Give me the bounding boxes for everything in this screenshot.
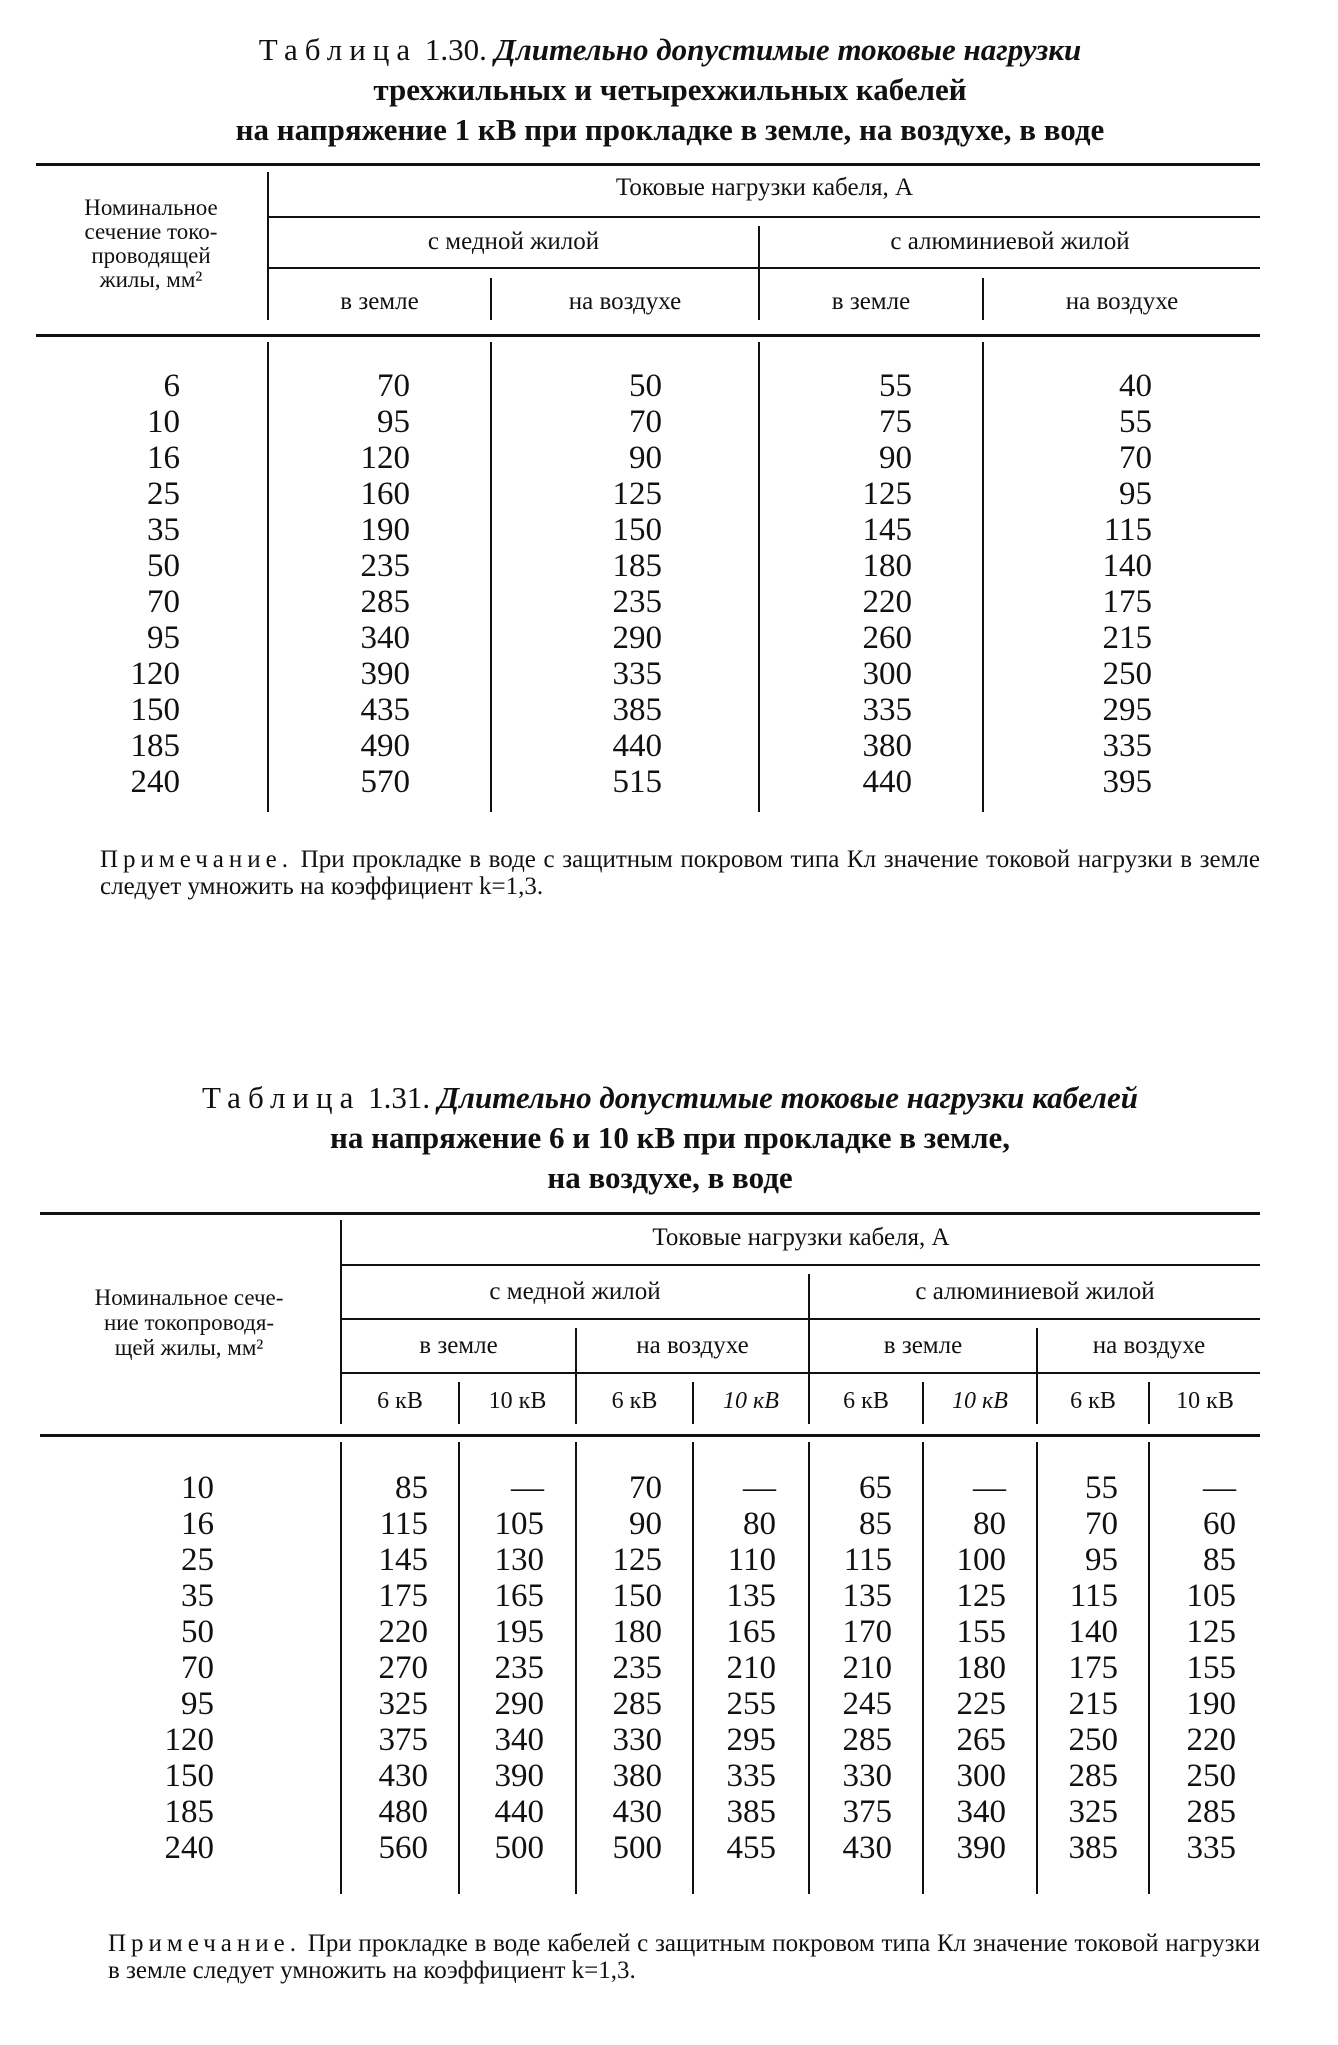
- table2-cell: 35: [181, 1578, 214, 1614]
- table1-cell: 90: [879, 440, 912, 476]
- table2-body-divider: [1148, 1442, 1150, 1894]
- table2-cell: 55: [1085, 1470, 1118, 1506]
- table2-col-copper-ground-10kv: [468, 1470, 544, 1866]
- table2-cell: 105: [494, 1506, 544, 1542]
- table2-ground-header: в земле: [883, 1332, 963, 1359]
- table2-cell: —: [973, 1470, 1006, 1506]
- table2-cell: 130: [494, 1542, 544, 1578]
- table1-cell: 125: [862, 476, 912, 512]
- table2-cell: 210: [842, 1650, 892, 1686]
- table2-body-divider: [1036, 1442, 1038, 1894]
- table2-col-aluminum-air-6kv: [1042, 1470, 1118, 1866]
- table2-cell: 80: [973, 1506, 1006, 1542]
- table1-cell: 50: [629, 368, 662, 404]
- table2-cell: 440: [494, 1794, 544, 1830]
- table2-cell: 235: [612, 1650, 662, 1686]
- table2-note-label: Примечание.: [108, 1930, 302, 1957]
- table2-cell: 100: [956, 1542, 1006, 1578]
- table2-cell: 295: [726, 1722, 776, 1758]
- table1-ground-header: в земле: [340, 288, 419, 315]
- table1-cell: 6: [163, 368, 180, 404]
- table2-cell: 270: [378, 1650, 428, 1686]
- table2-cell: 180: [612, 1614, 662, 1650]
- table2-cell: 95: [1085, 1542, 1118, 1578]
- table2-note: [108, 1930, 1260, 1984]
- table2-cell: 340: [494, 1722, 544, 1758]
- table1-caption-number: 1.30.: [424, 32, 487, 67]
- table2-cell: 330: [842, 1758, 892, 1794]
- table1-body-divider: [267, 342, 269, 812]
- table2-voltage-header: 10 кВ: [1176, 1388, 1234, 1414]
- table2-cell: 240: [164, 1830, 214, 1866]
- table2-col-copper-air-6kv: [584, 1470, 662, 1866]
- table2-cell: 285: [1186, 1794, 1236, 1830]
- table2-cell: 220: [378, 1614, 428, 1650]
- table1-col-aluminum-ground: [822, 368, 912, 800]
- table1-cell: 150: [612, 512, 662, 548]
- table1-cell: 180: [862, 548, 912, 584]
- table2-cell: 430: [842, 1830, 892, 1866]
- table1-col-section: [100, 368, 180, 800]
- table1-col-copper-air: [570, 368, 662, 800]
- table2-cell: 430: [612, 1794, 662, 1830]
- table1-cell: 55: [879, 368, 912, 404]
- table2-cell: 265: [956, 1722, 1006, 1758]
- table1-cell: 395: [1102, 764, 1152, 800]
- table1-cell: 380: [862, 728, 912, 764]
- table2-cell: 245: [842, 1686, 892, 1722]
- table2-cell: 390: [494, 1758, 544, 1794]
- table2-cell: 455: [726, 1830, 776, 1866]
- table1-section-header: Номинальное сечение токо- проводящей жилы, мм²: [84, 195, 218, 292]
- table2-cell: 335: [726, 1758, 776, 1794]
- table1-cell: 140: [1102, 548, 1152, 584]
- table2-body-divider: [692, 1442, 694, 1894]
- table2-cell: 145: [378, 1542, 428, 1578]
- table2-cell: 250: [1186, 1758, 1236, 1794]
- table1-cell: 70: [1119, 440, 1152, 476]
- table2-cell: 60: [1203, 1506, 1236, 1542]
- table1-cell: 250: [1102, 656, 1152, 692]
- table2-cell: 150: [164, 1758, 214, 1794]
- table2-note-text: При прокладке в воде кабелей с защитным покровом типа Кл значение токовой нагрузки в земле следует умножить на коэффициент k=1,3.: [108, 1930, 1261, 1984]
- table2-cell: 120: [164, 1722, 214, 1758]
- table2-cell: 140: [1068, 1614, 1118, 1650]
- table1-body-divider: [490, 342, 492, 812]
- table2-cell: 16: [181, 1506, 214, 1542]
- table1-cell: 300: [862, 656, 912, 692]
- table1-cell: 75: [879, 404, 912, 440]
- table2-cell: 285: [612, 1686, 662, 1722]
- table1-caption-title: Длительно допустимые токовые нагрузки: [494, 32, 1082, 67]
- table2-cell: 175: [1068, 1650, 1118, 1686]
- table1-header-rule: [36, 334, 1260, 337]
- table2-cell: 220: [1186, 1722, 1236, 1758]
- table2-cell: 300: [956, 1758, 1006, 1794]
- table2-cell: —: [1203, 1470, 1236, 1506]
- table2-cell: 180: [956, 1650, 1006, 1686]
- table2-cell: 165: [726, 1614, 776, 1650]
- table2-cell: 155: [1186, 1650, 1236, 1686]
- table1-cell: 115: [1103, 512, 1152, 548]
- table2-body-divider: [922, 1442, 924, 1894]
- table2-cell: 135: [842, 1578, 892, 1614]
- table2-voltage-header: 6 кВ: [377, 1388, 423, 1414]
- table2-cell: 385: [1068, 1830, 1118, 1866]
- table2-cell: 105: [1186, 1578, 1236, 1614]
- table2-body-divider: [575, 1442, 577, 1894]
- table2-cell: 480: [378, 1794, 428, 1830]
- table1-caption: [40, 30, 1300, 150]
- table1-cell: 70: [147, 584, 180, 620]
- table2-cell: —: [511, 1470, 544, 1506]
- table2-caption-title: Длительно допустимые токовые нагрузки кабелей: [437, 1080, 1138, 1115]
- table2-top-rule: [40, 1212, 1260, 1215]
- table1-cell: 55: [1119, 404, 1152, 440]
- table2-cell: 375: [842, 1794, 892, 1830]
- table2-header-divider: [342, 1318, 1260, 1320]
- table2-body-divider: [808, 1442, 810, 1894]
- table2-cell: 125: [1186, 1614, 1236, 1650]
- table1-cell: 90: [629, 440, 662, 476]
- table1-cell: 335: [612, 656, 662, 692]
- table1-cell: 120: [130, 656, 180, 692]
- table2-cell: 150: [612, 1578, 662, 1614]
- table1-cell: 235: [612, 584, 662, 620]
- table2-cell: 90: [629, 1506, 662, 1542]
- table1-cell: 440: [612, 728, 662, 764]
- table2-current-header: Токовые нагрузки кабеля, А: [652, 1224, 950, 1251]
- table2-aluminum-header: с алюминиевой жилой: [915, 1278, 1155, 1305]
- table2-cell: 210: [726, 1650, 776, 1686]
- table1-cell: 40: [1119, 368, 1152, 404]
- table2-body-divider: [340, 1442, 342, 1894]
- table1-body-divider: [982, 342, 984, 812]
- table2-cell: 185: [164, 1794, 214, 1830]
- table1-cell: 240: [130, 764, 180, 800]
- table1-current-header: Токовые нагрузки кабеля, А: [615, 174, 914, 201]
- table2-ground-header: в земле: [419, 1332, 498, 1359]
- table2-cell: 385: [726, 1794, 776, 1830]
- table2-air-header: на воздухе: [1092, 1332, 1206, 1359]
- table2-col-copper-ground-6kv: [350, 1470, 428, 1866]
- table2-cell: 70: [629, 1470, 662, 1506]
- table1-note: [100, 846, 1260, 900]
- table2-cell: 50: [181, 1614, 214, 1650]
- table2-cell: 375: [378, 1722, 428, 1758]
- table1-copper-header: с медной жилой: [427, 228, 600, 255]
- table2-cell: 65: [859, 1470, 892, 1506]
- table1-note-text: При прокладке в воде с защитным покровом типа Кл значение токовой нагрузки в земле следует умножить на коэффициент k=1,3.: [100, 846, 1261, 900]
- table2-cell: 325: [378, 1686, 428, 1722]
- table2-cell: 325: [1068, 1794, 1118, 1830]
- table1-cell: 435: [360, 692, 410, 728]
- table1-cell: 215: [1102, 620, 1152, 656]
- table2-voltage-header: 10 кВ: [723, 1388, 779, 1414]
- table2-caption-line2: на напряжение 6 и 10 кВ при прокладке в земле,: [330, 1120, 1010, 1155]
- table2-cell: 225: [956, 1686, 1006, 1722]
- table2-col-section: [130, 1470, 214, 1866]
- table2-header-divider: [342, 1372, 1260, 1374]
- table2-cell: 255: [726, 1686, 776, 1722]
- table1-cell: 235: [360, 548, 410, 584]
- table2-cell: 115: [1069, 1578, 1118, 1614]
- table1-cell: 285: [360, 584, 410, 620]
- table1-cell: 10: [147, 404, 180, 440]
- table1-cell: 220: [862, 584, 912, 620]
- table2-cell: 80: [743, 1506, 776, 1542]
- table1-ground-header: в земле: [831, 288, 911, 315]
- table2-voltage-header: 10 кВ: [488, 1388, 547, 1414]
- table1-cell: 385: [612, 692, 662, 728]
- table1-cell: 95: [1119, 476, 1152, 512]
- table1-cell: 185: [612, 548, 662, 584]
- table2-voltage-header: 6 кВ: [611, 1388, 658, 1414]
- table2-cell: 215: [1068, 1686, 1118, 1722]
- table2-cell: 500: [612, 1830, 662, 1866]
- table1-header-divider: [269, 216, 1260, 218]
- table2-cell: 430: [378, 1758, 428, 1794]
- table2-cell: 165: [494, 1578, 544, 1614]
- table2-voltage-header: 10 кВ: [952, 1388, 1008, 1414]
- table1-cell: 490: [360, 728, 410, 764]
- table1-cell: 175: [1102, 584, 1152, 620]
- table2-cell: 285: [1068, 1758, 1118, 1794]
- table1-cell: 160: [360, 476, 410, 512]
- table1-note-label: Примечание.: [100, 846, 294, 873]
- table1-air-header: на воздухе: [568, 288, 682, 315]
- table2-caption-number: 1.31.: [368, 1080, 431, 1115]
- table1-cell: 95: [377, 404, 410, 440]
- table2-cell: 115: [379, 1506, 428, 1542]
- table1-col-copper-ground: [320, 368, 410, 800]
- table2-cell: 330: [612, 1722, 662, 1758]
- table2-voltage-header: 6 кВ: [843, 1388, 889, 1414]
- table2-section-header: Номинальное сече- ние токопроводя- щей жилы, мм²: [94, 1285, 284, 1360]
- table1-caption-label: Таблица: [258, 32, 418, 67]
- table2-cell: 500: [494, 1830, 544, 1866]
- table1-aluminum-header: с алюминиевой жилой: [890, 228, 1130, 255]
- table1-top-rule: [36, 163, 1260, 166]
- table2-cell: 125: [612, 1542, 662, 1578]
- table1-cell: 190: [360, 512, 410, 548]
- table2-voltage-header: 6 кВ: [1070, 1388, 1116, 1414]
- table2-col-copper-air-10kv: [700, 1470, 776, 1866]
- table2-body-divider: [458, 1442, 460, 1894]
- table1-cell: 260: [862, 620, 912, 656]
- table1-cell: 335: [862, 692, 912, 728]
- table1-cell: 50: [147, 548, 180, 584]
- table2-cell: 175: [378, 1578, 428, 1614]
- table2-header-divider: [342, 1264, 1260, 1266]
- table2-cell: 195: [494, 1614, 544, 1650]
- table2-cell: 70: [181, 1650, 214, 1686]
- table1-caption-line2: трехжильных и четырехжильных кабелей: [373, 72, 967, 107]
- table1-cell: 290: [612, 620, 662, 656]
- table2-air-header: на воздухе: [636, 1332, 749, 1359]
- table1-cell: 125: [612, 476, 662, 512]
- table1-cell: 145: [862, 512, 912, 548]
- table2-col-aluminum-air-10kv: [1160, 1470, 1236, 1866]
- table2-cell: 560: [378, 1830, 428, 1866]
- table1-cell: 295: [1102, 692, 1152, 728]
- table2-cell: 85: [859, 1506, 892, 1542]
- table1-cell: 16: [147, 440, 180, 476]
- table2-cell: 10: [181, 1470, 214, 1506]
- table2-cell: 110: [727, 1542, 776, 1578]
- table2-cell: 85: [1203, 1542, 1236, 1578]
- table2-cell: 170: [842, 1614, 892, 1650]
- table1-caption-line3: на напряжение 1 кВ при прокладке в земле, на воздухе, в воде: [235, 112, 1105, 147]
- table1-cell: 185: [130, 728, 180, 764]
- table1-cell: 150: [130, 692, 180, 728]
- table2-cell: 115: [843, 1542, 892, 1578]
- table2-cell: 85: [395, 1470, 428, 1506]
- table2-cell: 155: [956, 1614, 1006, 1650]
- table1-col-aluminum-air: [1060, 368, 1152, 800]
- table2-cell: 95: [181, 1686, 214, 1722]
- table2-cell: 290: [494, 1686, 544, 1722]
- table2-cell: 380: [612, 1758, 662, 1794]
- table2-col-aluminum-ground-6kv: [816, 1470, 892, 1866]
- table1-cell: 515: [612, 764, 662, 800]
- table2-cell: 135: [726, 1578, 776, 1614]
- table1-cell: 95: [147, 620, 180, 656]
- table2-copper-header: с медной жилой: [489, 1278, 661, 1305]
- table1-header-divider: [269, 267, 1260, 269]
- table1-cell: 390: [360, 656, 410, 692]
- table1-cell: 120: [360, 440, 410, 476]
- table2-col-aluminum-ground-10kv: [930, 1470, 1006, 1866]
- table2-caption-label: Таблица: [202, 1080, 361, 1115]
- table1-cell: 570: [360, 764, 410, 800]
- table2-cell: 25: [181, 1542, 214, 1578]
- table1-body-divider: [758, 342, 760, 812]
- table1-cell: 35: [147, 512, 180, 548]
- table1-air-header: на воздухе: [1065, 288, 1179, 315]
- table1-cell: 25: [147, 476, 180, 512]
- table1-cell: 340: [360, 620, 410, 656]
- table2-cell: 340: [956, 1794, 1006, 1830]
- table2-cell: 250: [1068, 1722, 1118, 1758]
- table2-cell: 125: [956, 1578, 1006, 1614]
- table1-cell: 335: [1102, 728, 1152, 764]
- table2-cell: 285: [842, 1722, 892, 1758]
- table2-cell: 390: [956, 1830, 1006, 1866]
- table2-caption-line3: на воздухе, в воде: [547, 1160, 793, 1195]
- table2-caption: [40, 1078, 1300, 1198]
- table1-cell: 440: [862, 764, 912, 800]
- table2-cell: 70: [1085, 1506, 1118, 1542]
- table1-cell: 70: [377, 368, 410, 404]
- table1-cell: 70: [629, 404, 662, 440]
- table2-header-rule: [40, 1434, 1260, 1437]
- table2-cell: —: [743, 1470, 776, 1506]
- table2-cell: 235: [494, 1650, 544, 1686]
- table2-cell: 190: [1186, 1686, 1236, 1722]
- table2-cell: 335: [1186, 1830, 1236, 1866]
